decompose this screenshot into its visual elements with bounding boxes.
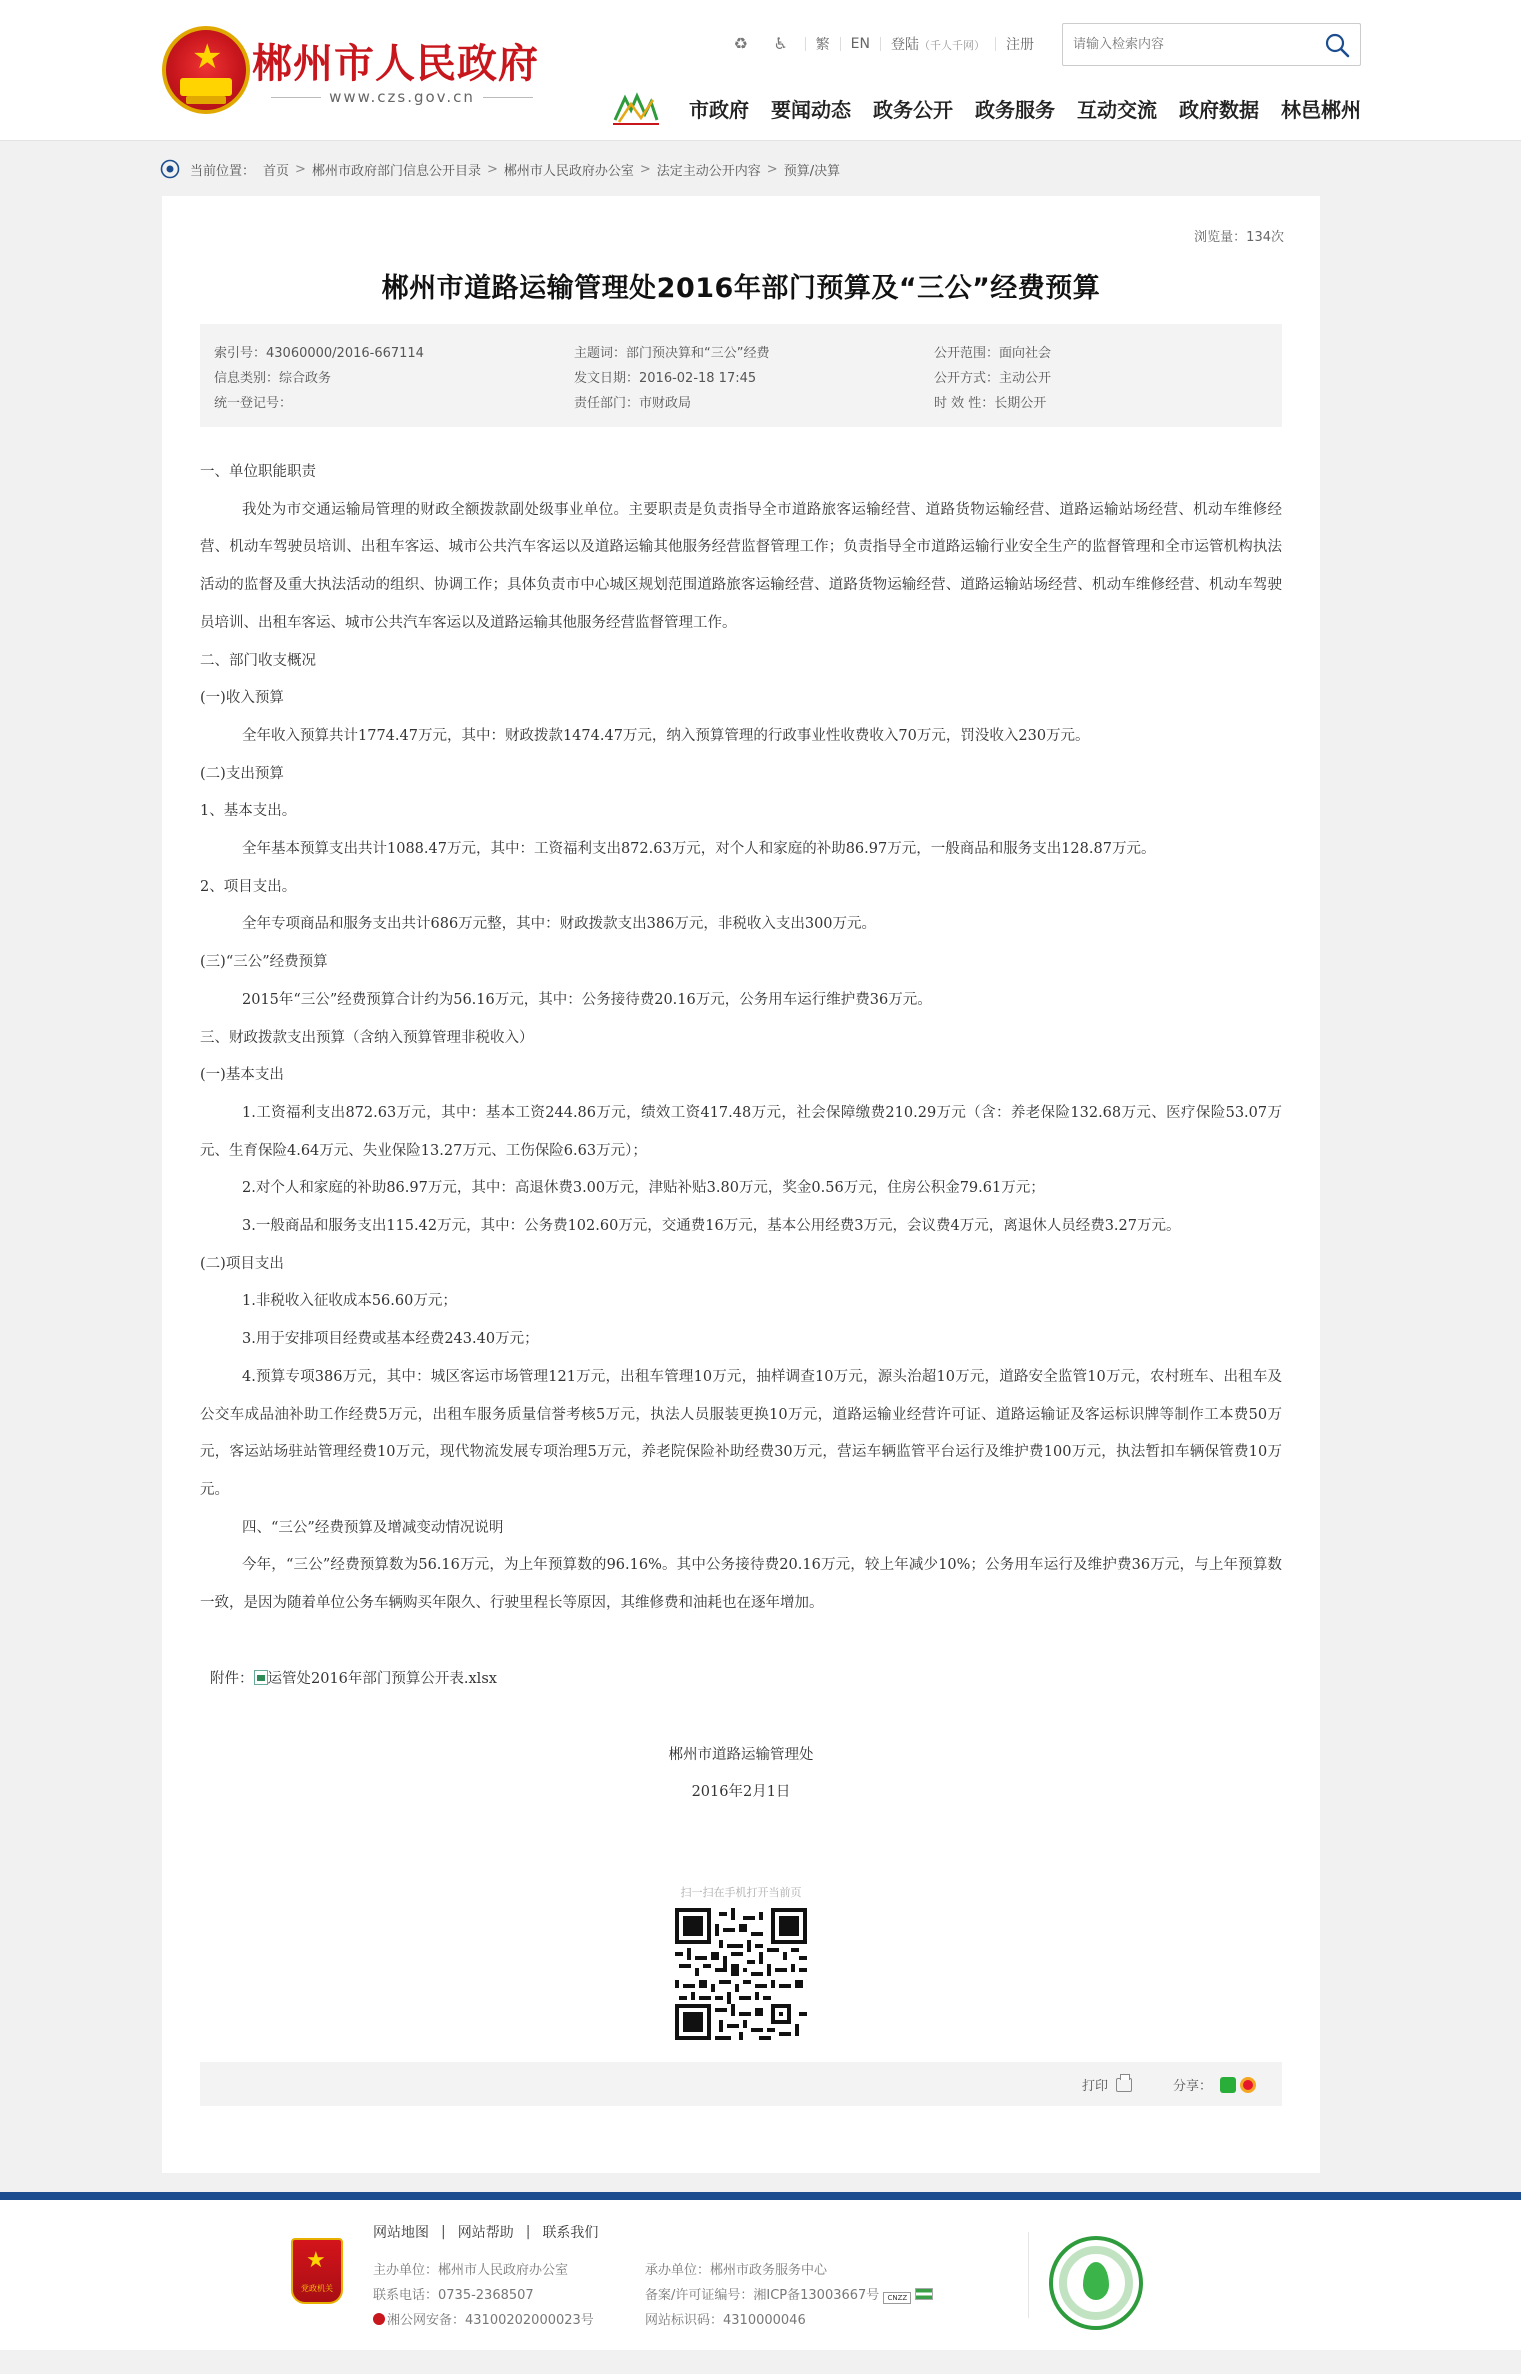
nav-gov-disclosure[interactable]: 政务公开: [873, 97, 953, 122]
sub-heading: (二)支出预算: [200, 765, 284, 782]
party-government-badge[interactable]: ★ 党政机关: [291, 2238, 343, 2304]
login-link[interactable]: [891, 34, 985, 54]
nav-city-government[interactable]: 市政府: [689, 97, 749, 122]
accessibility-icon[interactable]: ♿: [773, 34, 788, 53]
body-paragraph: 全年收入预算共计1774.47万元，其中：财政拨款1474.47万元，纳入预算管理的行政事业性收费收入70万元，罚没收入230万元。: [242, 727, 1090, 744]
breadcrumb: 当前位置： 首页 > 郴州市政府部门信息公开目录 > 郴州市人民政府办公室 > 法定主动公开内容 > 预算/决算: [160, 156, 840, 182]
login-label: 登陆: [891, 37, 919, 53]
body-paragraph: 3.一般商品和服务支出115.42万元，其中：公务费102.60万元，交通费16万元，基本公用经费3万元，会议费4万元，离退休人员经费3.27万元。: [242, 1218, 1181, 1235]
body-paragraph: 全年专项商品和服务支出共计686万元整，其中：财政拨款支出386万元，非税收入支出300万元。: [242, 916, 877, 933]
register-link[interactable]: 注册: [1006, 37, 1034, 53]
meta-unified-code: 统一登记号：: [214, 396, 293, 411]
article-toolbar: [200, 2062, 1282, 2106]
login-hint: （千人千网）: [919, 39, 985, 52]
footer-organizer: 承办单位：郴州市政务服务中心: [645, 2263, 828, 2278]
page-title: 郴州市道路运输管理处2016年部门预算及“三公”经费预算: [381, 273, 1101, 304]
nav-interaction[interactable]: 互动交流: [1077, 97, 1157, 122]
footer-link-help[interactable]: 网站帮助: [457, 2225, 514, 2241]
breadcrumb-home[interactable]: 首页: [263, 163, 290, 179]
breadcrumb-label: 当前位置：: [190, 163, 256, 179]
print-label: 打印: [1081, 2079, 1108, 2094]
site-logo[interactable]: [162, 24, 552, 116]
wechat-icon[interactable]: [1220, 2077, 1236, 2093]
breadcrumb-office[interactable]: 郴州市人民政府办公室: [503, 163, 634, 179]
cnzz-icon[interactable]: CNZZ: [883, 2292, 911, 2304]
qr-section: [162, 1884, 1320, 2040]
footer-site-code: 网站标识码：4310000046: [645, 2313, 806, 2328]
footer-icp-row: [645, 2283, 933, 2308]
signer: 郴州市道路运输管理处: [668, 1746, 814, 1763]
footer-phone: 联系电话：0735-2368507: [373, 2288, 534, 2303]
body-paragraph: 1.工资福利支出872.63万元，其中：基本工资244.86万元，绩效工资417.48万元，社会保障缴费210.29万元（含：养老保险132.68万元、医疗保险53.07万元、生育保险4.64万元、失业保险13.27万元、工伤保险6.63万元）；: [200, 1104, 1282, 1159]
footer-links: 网站地图 | 网站帮助 | 联系我们: [373, 2224, 599, 2241]
search-box: [1062, 23, 1361, 66]
printer-icon: [1116, 2078, 1132, 2092]
sub-heading: (三)“三公”经费预算: [200, 954, 328, 971]
search-icon[interactable]: [1324, 32, 1350, 58]
share-group: [1173, 2075, 1256, 2094]
footer-sponsor: 主办单位：郴州市人民政府办公室: [373, 2263, 569, 2278]
meta-index-no: 索引号：43060000/2016-667114: [214, 346, 424, 361]
footer-info-left: [373, 2258, 594, 2333]
sub-heading: 1、基本支出。: [200, 803, 297, 820]
main-nav: [611, 90, 1361, 126]
nav-linyi-chenzhou[interactable]: 林邑郴州: [1281, 97, 1361, 122]
sub-heading: (一)基本支出: [200, 1067, 284, 1084]
doc-meta-panel: [200, 324, 1282, 427]
body-paragraph: 3.用于安排项目经费或基本经费243.40万元；: [242, 1331, 539, 1348]
excel-file-icon: [254, 1670, 268, 1685]
section-heading: 三、财政拨款支出预算（含纳入预算管理非税收入）: [200, 1029, 534, 1046]
sub-heading: 2、项目支出。: [200, 878, 297, 895]
nav-gov-service[interactable]: 政务服务: [975, 97, 1055, 122]
footer-divider-bar: [0, 2192, 1521, 2200]
party-badge-text: 党政机关: [301, 2284, 333, 2293]
attachment-label: 附件：: [210, 1670, 254, 1687]
qr-tip: 扫一扫在手机打开当前页: [680, 1886, 802, 1899]
city-mark-icon: [611, 90, 661, 126]
sub-heading: (二)项目支出: [200, 1255, 284, 1272]
meta-validity: 时 效 性：长期公开: [934, 396, 1047, 411]
police-badge-icon: [373, 2313, 385, 2325]
article-body: [200, 454, 1282, 1812]
national-emblem-icon: ★: [162, 26, 250, 114]
meta-method: 公开方式：主动公开: [934, 371, 1052, 386]
nav-news[interactable]: 要闻动态: [771, 97, 851, 122]
attachment-link[interactable]: 运管处2016年部门预算公开表.xlsx: [267, 1670, 497, 1687]
share-label: 分享：: [1172, 2079, 1212, 2094]
footer-police-row[interactable]: [373, 2308, 594, 2333]
stat-flag-icon[interactable]: [915, 2288, 933, 2300]
footer-police: 湘公网安备：43100202000023号: [387, 2313, 594, 2328]
footer-icp[interactable]: 备案/许可证编号：湘ICP备13003667号: [645, 2288, 880, 2303]
section-heading: 二、部门收支概况: [200, 652, 316, 669]
meta-scope: 公开范围：面向社会: [934, 346, 1052, 361]
meta-department: 责任部门：市财政局: [574, 396, 692, 411]
top-toolbar: [721, 22, 1361, 66]
article-card: [162, 196, 1320, 2173]
footer-info-right: [645, 2258, 933, 2333]
site-url: www.czs.gov.cn: [252, 88, 552, 106]
breadcrumb-budget[interactable]: 预算/决算: [783, 163, 841, 179]
meta-subject: 主题词：部门预决算和“三公”经费: [574, 346, 770, 361]
body-paragraph: 全年基本预算支出共计1088.47万元，其中：工资福利支出872.63万元，对个人和家庭的补助86.97万元，一般商品和服务支出128.87万元。: [242, 841, 1156, 858]
footer-link-sitemap[interactable]: 网站地图: [373, 2225, 429, 2241]
elder-mode-icon[interactable]: ♻: [733, 34, 748, 53]
body-paragraph: 4.预算专项386万元，其中：城区客运市场管理121万元，出租车管理10万元，抽样调查10万元，源头治超10万元，道路安全监管10万元，农村班车、出租车及公交车成品油补助工作经费5万元，出租车服务质量信誉考核5万元，执法人员服装更换10万元，道路运输业经营许可证、道路运输证及客运标识牌等制作工本费50万元，客运站场驻站管理经费10万元，现代物流发展专项治理5万元，养老院保险补助经费30万元，营运车辆监管平台运行及维护费100万元，执法暂扣车辆保管费10万元。: [200, 1368, 1282, 1498]
footer-link-contact[interactable]: 联系我们: [542, 2225, 599, 2241]
section-heading: 一、单位职能职责: [200, 464, 316, 480]
qr-code-icon: [675, 1908, 807, 2040]
print-button[interactable]: [1082, 2075, 1132, 2094]
location-icon: [160, 159, 180, 179]
meta-category: 信息类别：综合政务: [214, 371, 332, 386]
traditional-chinese-link[interactable]: 繁: [815, 37, 830, 53]
body-paragraph: 我处为市交通运输局管理的财政全额拨款副处级事业单位。主要职责是负责指导全市道路旅客运输经营、道路货物运输经营、道路运输站场经营、机动车维修经营、机动车驾驶员培训、出租车客运、城市公共汽车客运以及道路运输其他服务经营监督管理工作；负责指导全市道路运输行业安全生产的监督管理和全市运管机构执法活动的监督及重大执法活动的组织、协调工作；具体负责市中心城区规划范围道路旅客运输经营、道路货物运输经营、道路运输站场经营、机动车维修经营、机动车驾驶员培训、出租车客运、城市公共汽车客运以及道路运输其他服务经营监督管理工作。: [200, 501, 1282, 631]
site-header: [0, 0, 1521, 141]
body-paragraph: 2.对个人和家庭的补助86.97万元，其中：高退休费3.00万元，津贴补贴3.80万元，奖金0.56万元，住房公积金79.61万元；: [242, 1180, 1045, 1197]
section-heading: 四、“三公”经费预算及增减变动情况说明: [242, 1519, 504, 1536]
english-link[interactable]: EN: [850, 36, 870, 52]
nav-gov-data[interactable]: 政府数据: [1179, 97, 1259, 122]
view-count: 浏览量：134次: [1194, 230, 1284, 245]
body-paragraph: 2015年“三公”经费预算合计约为56.16万元，其中：公务接待费20.16万元，公务用车运行维护费36万元。: [242, 991, 932, 1008]
site-footer: [0, 2200, 1521, 2350]
breadcrumb-statutory[interactable]: 法定主动公开内容: [656, 163, 761, 179]
body-paragraph: 1.非税收入征收成本56.60万元；: [242, 1293, 457, 1310]
meta-publish-date: 发文日期：2016-02-18 17:45: [574, 371, 757, 386]
sub-heading: (一)收入预算: [200, 690, 284, 707]
civilization-badge-icon[interactable]: [1049, 2236, 1143, 2330]
body-paragraph: 今年，“三公”经费预算数为56.16万元，为上年预算数的96.16%。其中公务接待费20.16万元，较上年减少10%；公务用车运行及维护费36万元，与上年预算数一致，是因为随着单位公务车辆购买年限久、行驶里程长等原因，其维修费和油耗也在逐年增加。: [200, 1557, 1282, 1612]
sign-date: 2016年2月1日: [691, 1784, 791, 1801]
attachment-row: [200, 1661, 1282, 1699]
site-title: 郴州市人民政府: [252, 40, 539, 87]
weibo-icon[interactable]: [1240, 2077, 1256, 2093]
breadcrumb-directory[interactable]: 郴州市政府部门信息公开目录: [311, 163, 481, 179]
search-input[interactable]: [1073, 34, 1313, 56]
